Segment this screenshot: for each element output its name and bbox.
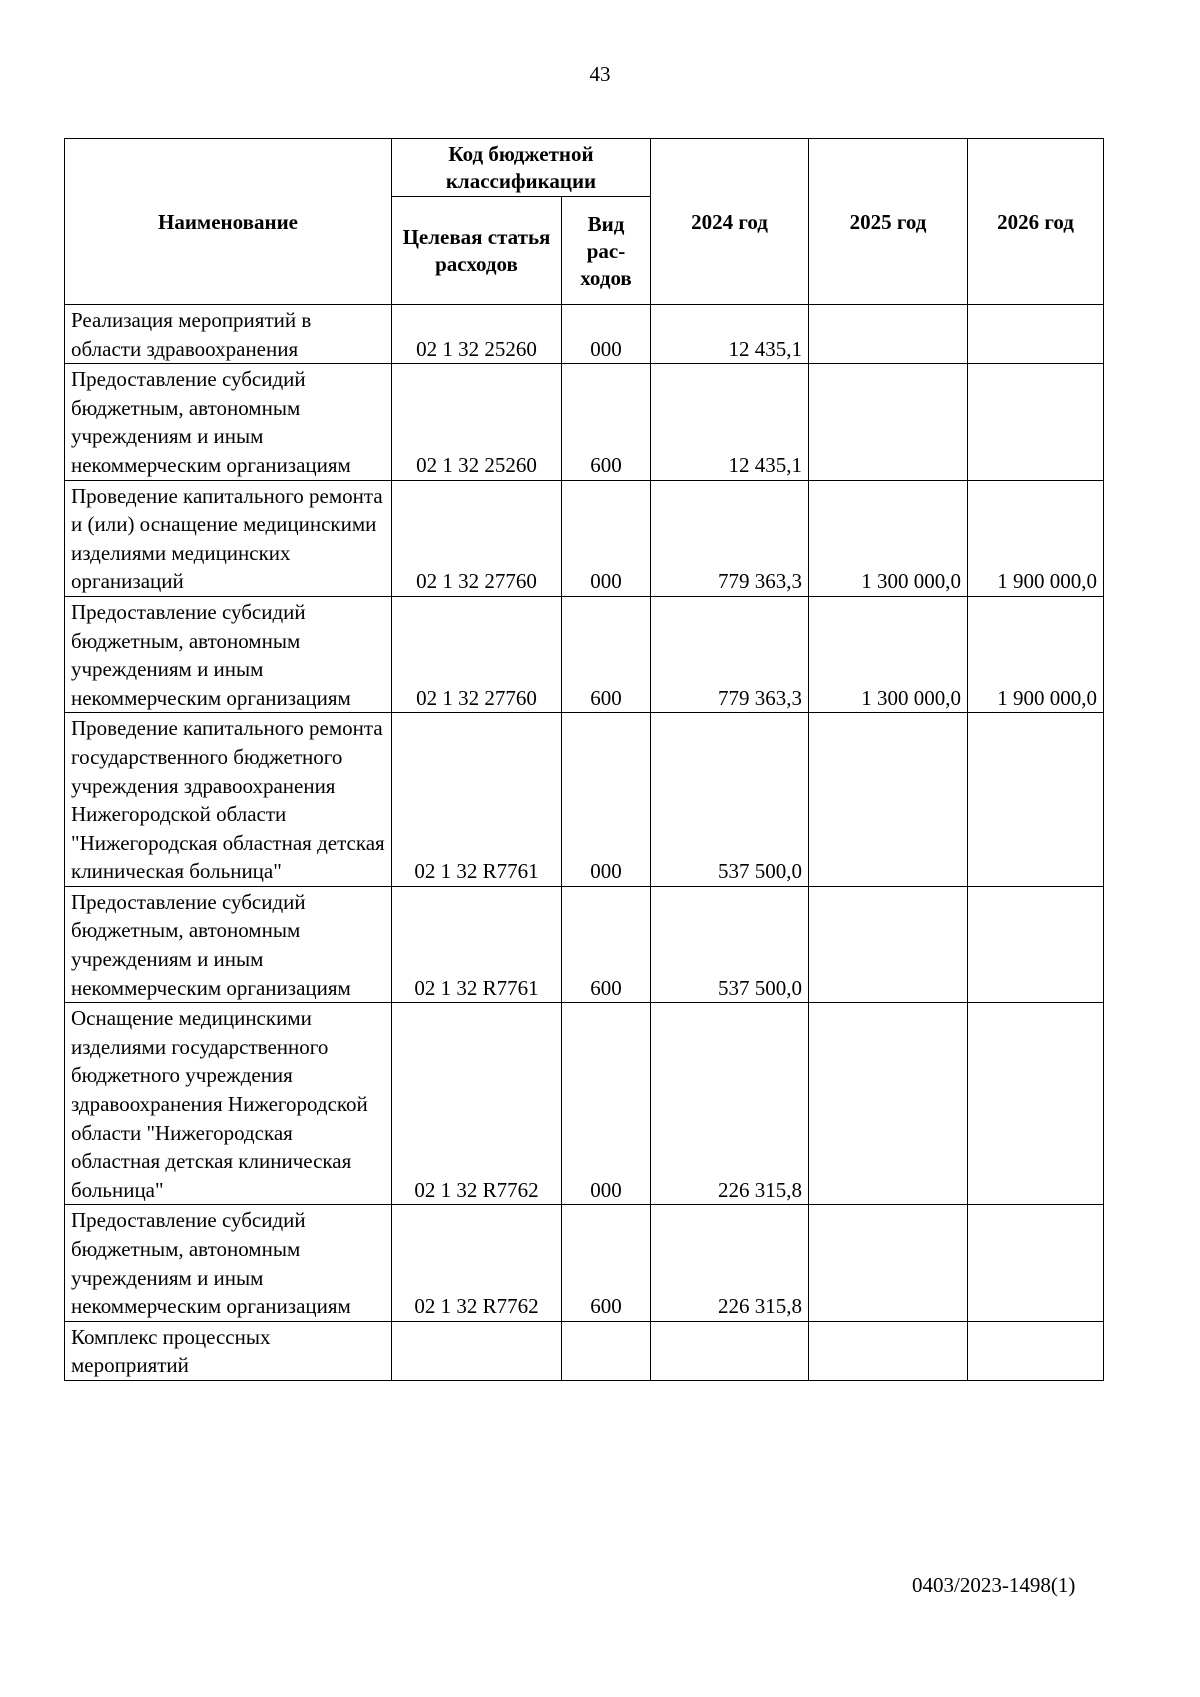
row-expense-kind-cell: 000 [562,713,651,887]
row-target-code-cell: 02 1 32 R7762 [392,1003,562,1205]
row-2024-cell: 12 435,1 [651,305,809,364]
row-expense-kind-cell: 600 [562,596,651,712]
row-name-cell: Комплекс процессных мероприятий [65,1321,392,1380]
row-target-code-cell: 02 1 32 R7761 [392,713,562,887]
row-target-code-cell: 02 1 32 27760 [392,480,562,596]
row-2026-cell [968,1321,1104,1380]
row-name-cell: Проведение капитального ремонта государственного бюджетного учреждения здравоохранения Нижегородской области "Нижегородская областная детская клиническая больница" [65,713,392,887]
header-2024: 2024 год [651,139,809,305]
row-expense-kind-cell: 000 [562,480,651,596]
row-expense-kind-cell: 600 [562,1205,651,1321]
table-row [65,713,1104,887]
row-2025-cell: 1 300 000,0 [809,596,968,712]
header-2026: 2026 год [968,139,1104,305]
row-expense-kind-cell [562,1321,651,1380]
row-2026-cell [968,305,1104,364]
row-expense-kind-cell: 600 [562,886,651,1002]
row-target-code-cell: 02 1 32 25260 [392,305,562,364]
row-2025-cell [809,1003,968,1205]
budget-table [64,138,1104,1381]
row-2026-cell [968,364,1104,480]
header-2025: 2025 год [809,139,968,305]
row-2026-cell [968,886,1104,1002]
row-2024-cell: 12 435,1 [651,364,809,480]
row-2024-cell [651,1321,809,1380]
table-row [65,364,1104,480]
row-2025-cell [809,1321,968,1380]
row-name-cell: Предоставление субсидий бюджетным, автономным учреждениям и иным некоммерческим организациям [65,596,392,712]
row-name-cell: Предоставление субсидий бюджетным, автономным учреждениям и иным некоммерческим организациям [65,886,392,1002]
row-2026-cell [968,1003,1104,1205]
header-target-article: Целевая статья расходов [392,197,562,305]
row-2025-cell [809,364,968,480]
document-id: 0403/2023-1498(1) [912,1573,1076,1597]
row-2024-cell: 537 500,0 [651,713,809,887]
header-code-group: Код бюджетной классификации [392,139,651,197]
row-target-code-cell: 02 1 32 R7761 [392,886,562,1002]
table-row [65,596,1104,712]
row-2024-cell: 779 363,3 [651,596,809,712]
row-2024-cell: 779 363,3 [651,480,809,596]
header-name: Наименование [65,139,392,305]
row-2025-cell: 1 300 000,0 [809,480,968,596]
row-2026-cell [968,1205,1104,1321]
table-row [65,1321,1104,1380]
row-expense-kind-cell: 600 [562,364,651,480]
row-expense-kind-cell: 000 [562,1003,651,1205]
table-row [65,480,1104,596]
row-target-code-cell: 02 1 32 R7762 [392,1205,562,1321]
row-name-cell: Реализация мероприятий в области здравоохранения [65,305,392,364]
row-target-code-cell: 02 1 32 25260 [392,364,562,480]
row-2025-cell [809,886,968,1002]
table-row [65,1003,1104,1205]
row-2024-cell: 226 315,8 [651,1003,809,1205]
row-expense-kind-cell: 000 [562,305,651,364]
row-2024-cell: 226 315,8 [651,1205,809,1321]
table-row [65,1205,1104,1321]
row-2026-cell: 1 900 000,0 [968,596,1104,712]
row-target-code-cell: 02 1 32 27760 [392,596,562,712]
row-2025-cell [809,1205,968,1321]
row-name-cell: Предоставление субсидий бюджетным, автономным учреждениям и иным некоммерческим организациям [65,364,392,480]
header-expense-kind: Вид рас-ходов [562,197,651,305]
row-name-cell: Предоставление субсидий бюджетным, автономным учреждениям и иным некоммерческим организациям [65,1205,392,1321]
row-2024-cell: 537 500,0 [651,886,809,1002]
row-target-code-cell [392,1321,562,1380]
row-name-cell: Оснащение медицинскими изделиями государственного бюджетного учреждения здравоохранения Нижегородской области "Нижегородская областная детская клиническая больница" [65,1003,392,1205]
row-2025-cell [809,713,968,887]
row-2026-cell: 1 900 000,0 [968,480,1104,596]
table-row [65,886,1104,1002]
row-2025-cell [809,305,968,364]
row-name-cell: Проведение капитального ремонта и (или) оснащение медицинскими изделиями медицинских организаций [65,480,392,596]
page-number: 43 [589,62,611,86]
table-row [65,305,1104,364]
row-2026-cell [968,713,1104,887]
